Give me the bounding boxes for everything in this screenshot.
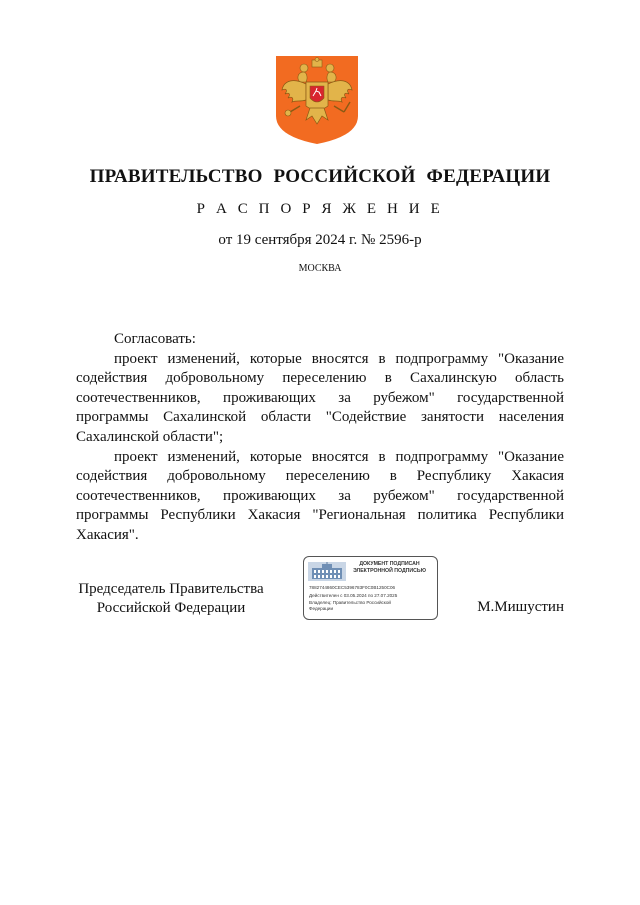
- document-place: МОСКВА: [298, 263, 342, 274]
- stamp-certificate: 7882744860CEC5396783F0C0B1250C06: [309, 585, 396, 590]
- electronic-signature-stamp: [303, 556, 438, 620]
- stamp-title: [346, 561, 433, 574]
- signatory-name: М.Мишустин: [477, 599, 564, 615]
- document-body: [76, 330, 564, 546]
- russian-coat-of-arms-icon: [276, 56, 358, 144]
- stamp-title-line: ЭЛЕКТРОННОЙ ПОДПИСЬЮ: [353, 567, 426, 574]
- signatory-position: [76, 580, 266, 618]
- stamp-owner: Федерации: [309, 606, 334, 611]
- stamp-owner: Владелец: Правительство Российской: [309, 600, 391, 605]
- document-type: Р А С П О Р Я Ж Е Н И Е: [196, 201, 444, 217]
- document-date-number: от 19 сентября 2024 г. № 2596-р: [218, 232, 422, 248]
- body-paragraph: Согласовать:: [114, 331, 196, 347]
- government-title: ПРАВИТЕЛЬСТВО РОССИЙСКОЙ ФЕДЕРАЦИИ: [89, 166, 551, 187]
- signatory-position-line: Председатель Правительства: [78, 581, 264, 597]
- stamp-validity: Действителен с 03.05.2024 по 27.07.2025: [309, 593, 398, 598]
- government-building-icon: [308, 562, 346, 581]
- stamp-title-line: ДОКУМЕНТ ПОДПИСАН: [359, 561, 420, 567]
- signatory-position-line: Российской Федерации: [96, 600, 246, 616]
- body-paragraph: проект изменений, которые вносятся в подпрограмму "Оказание содействия добровольному переселению в Республику Хакасия соотечественников, проживающих за рубежом" государственной программы Республики Хакасия "Региональная политика Республики Хакасия".: [76, 448, 564, 543]
- body-paragraph: проект изменений, которые вносятся в подпрограмму "Оказание содействия добровольному переселению в Сахалинскую область соотечественников, проживающих за рубежом" государственной программы Сахалинской области "Содействие занятости населения Сахалинской области";: [76, 350, 564, 445]
